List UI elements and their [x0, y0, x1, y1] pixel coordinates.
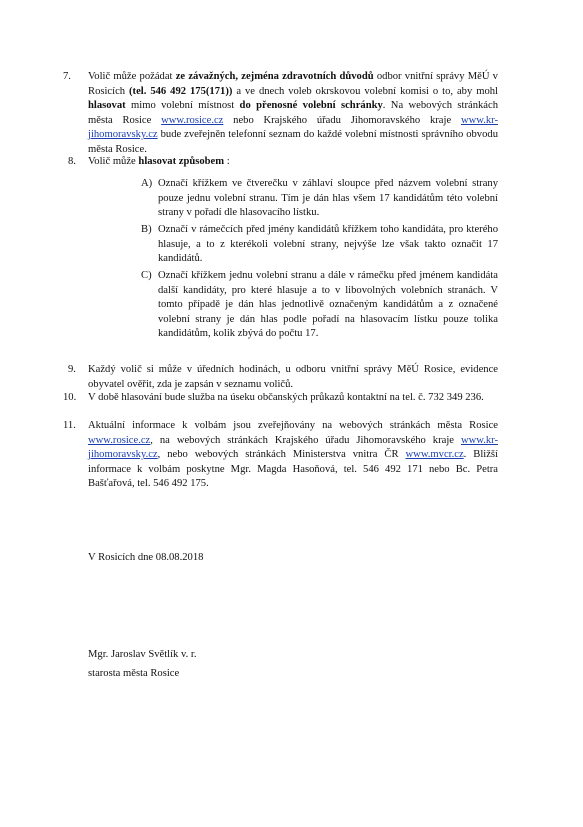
option-c-text: Označí křížkem jednu volební stranu a dále v rámečku před jménem kandidáta další kandidáty, pro které hlasuje a to v libovolných volebních stranách. V tomto případě je dán hlas jednotlivě označeným kandidátům a z označené volební strany je dán hlas podle pořadí na hlasovacím lístku pouze tolika kandidátům, kolik zbývá do počtu 17.: [158, 270, 498, 340]
option-a-label: A): [141, 178, 153, 189]
text: Aktuální informace k volbám jsou zveřejňovány na webových stránkách města Rosice: [88, 420, 498, 431]
text: nebo Krajského úřadu Jihomoravského kraje: [223, 114, 461, 126]
item-9-number: 9.: [68, 364, 76, 375]
option-b-label: B): [141, 224, 152, 235]
option-a-text: Označí křížkem ve čtverečku v záhlaví sloupce před názvem volební strany pouze jednu volební stranu. Tím je dán hlas všem 17 kandidátům této volební strany v pořadí dle hlasovacího lístku.: [158, 178, 498, 219]
link-kr-jihomoravsky[interactable]: www.kr-jihomoravsky.cz: [88, 114, 498, 141]
emphasis: hlasovat způsobem: [138, 156, 225, 167]
signature-title: starosta města Rosice: [88, 668, 180, 679]
link-rosice[interactable]: www.rosice.cz: [88, 434, 151, 446]
item-7-number: 7.: [63, 71, 71, 82]
item-8-heading: [88, 155, 230, 170]
link-rosice[interactable]: www.rosice.cz: [161, 114, 224, 126]
text: . Na webových stránkách města Rosice: [88, 100, 498, 126]
text: mimo volební místnost: [125, 100, 240, 112]
text: odbor vnitřní správy MěÚ v Rosicích: [88, 71, 498, 97]
text: Volič může: [88, 156, 139, 167]
text: . Bližší informace k volbám poskytne Mgr. Magda Hasoňová, tel. 546 492 171 nebo Bc. Petra Bašťařová, tel. 546 492 175.: [88, 449, 498, 490]
text: , nebo webových stránkách Ministerstva vnitra ČR: [157, 449, 406, 461]
phone-emphasis: (tel. 546 492 175(171)): [129, 85, 233, 97]
item-7-paragraph: [88, 70, 498, 158]
text: :: [224, 156, 230, 167]
option-b-text: Označí v rámečcích před jmény kandidátů křížkem toho kandidáta, pro kterého hlasuje, a to z kterékoli volební strany, nejvýše lze však takto označit 17 kandidátů.: [158, 224, 498, 265]
emphasis: do přenosné volební schránky: [239, 100, 383, 112]
text: Volič může požádat: [88, 71, 176, 82]
item-10-text: V době hlasování bude služba na úseku občanských průkazů kontaktní na tel. č. 732 349 236.: [88, 392, 484, 403]
text: a ve dnech voleb okrskovou volební komisi o to, aby mohl: [232, 85, 498, 97]
link-mvcr[interactable]: www.mvcr.cz: [405, 449, 464, 461]
text: , na webových stránkách Krajského úřadu Jihomoravského kraje: [150, 434, 461, 446]
emphasis: hlasovat: [88, 100, 126, 112]
item-10-number: 10.: [63, 392, 77, 403]
link-kr-jihomoravsky[interactable]: www.kr-jihomoravsky.cz: [88, 434, 498, 461]
text: bude zveřejněn telefonní seznam do každé volební místnosti správního obvodu města Rosice.: [88, 129, 498, 155]
emphasis: ze závažných, zejména zdravotních důvodů: [175, 71, 374, 82]
item-8-number: 8.: [68, 156, 76, 167]
item-9-text: Každý volič si může v úředních hodinách, u odboru vnitřní správy MěÚ Rosice, evidence obyvatel ověřit, zda je zapsán v seznamu voličů.: [88, 364, 498, 390]
item-11-paragraph: [88, 419, 498, 492]
item-11-number: 11.: [63, 420, 76, 431]
place-date: V Rosicích dne 08.08.2018: [88, 552, 204, 563]
signature-name: Mgr. Jaroslav Světlík v. r.: [88, 649, 197, 660]
option-c-label: C): [141, 270, 152, 281]
